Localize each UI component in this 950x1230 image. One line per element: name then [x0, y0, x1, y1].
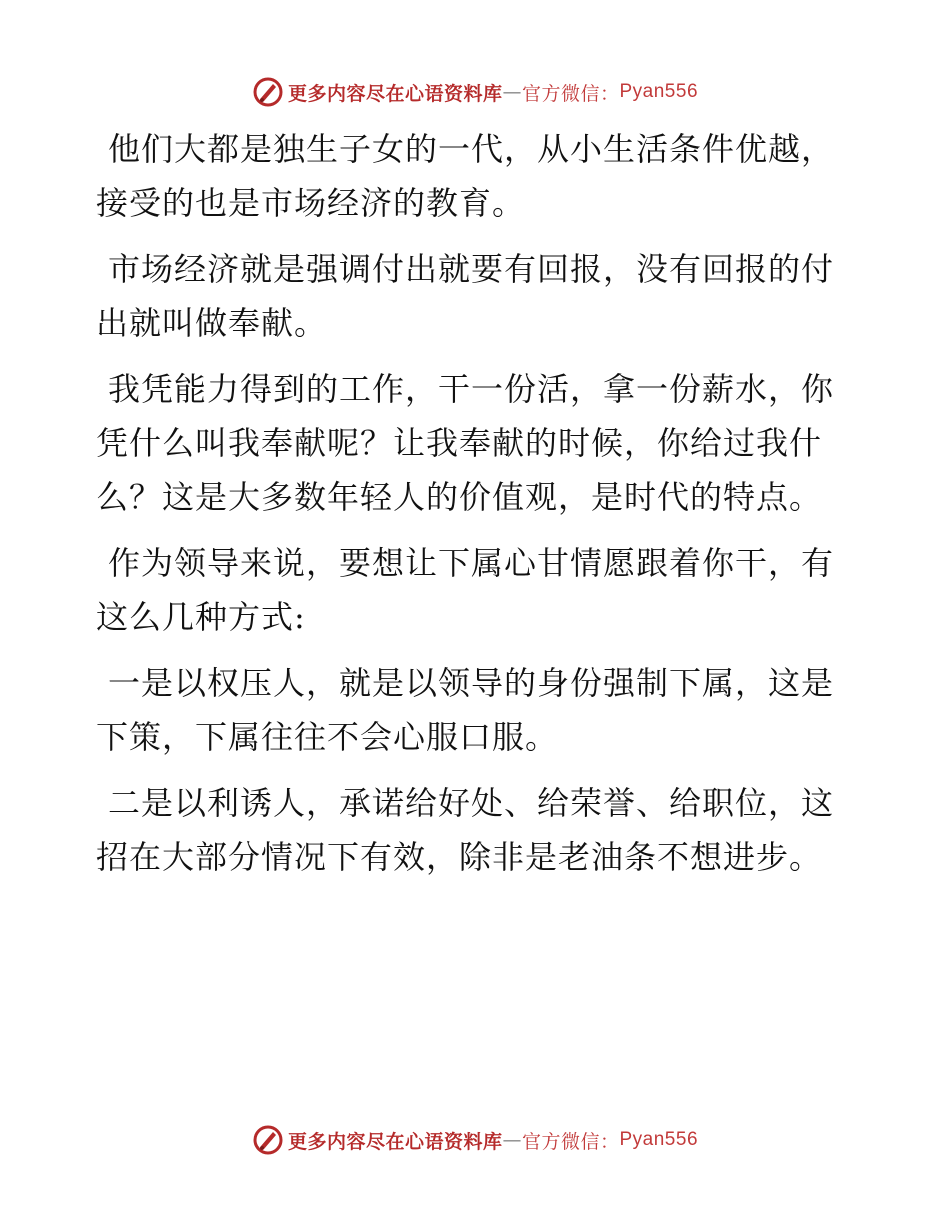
banner-dash: —: [502, 1129, 522, 1151]
paragraph: 他们大都是独生子女的一代，从小生活条件优越，接受的也是市场经济的教育。: [96, 130, 835, 222]
banner-wechat-label: 官方微信：: [521, 1130, 620, 1153]
banner-wechat-id: Pyan556: [619, 81, 699, 102]
header-banner: [0, 72, 950, 112]
banner-main-text: 更多内容尽在心语资料库: [287, 82, 503, 105]
footer-banner: [0, 1120, 950, 1160]
banner-dash: —: [502, 81, 522, 103]
banner-wechat-label: 官方微信：: [521, 82, 620, 105]
paragraph: 二是以利诱人，承诺给好处、给荣誉、给职位，这招在大部分情况下有效，除非是老油条不想进步。: [96, 784, 835, 876]
document-body: [96, 122, 856, 896]
banner-wechat-id: Pyan556: [619, 1129, 699, 1150]
banner-main-text: 更多内容尽在心语资料库: [287, 1130, 503, 1153]
paragraph: 一是以权压人，就是以领导的身份强制下属，这是下策，下属往往不会心服口服。: [96, 664, 835, 756]
paragraph: 作为领导来说，要想让下属心甘情愿跟着你干，有这么几种方式:: [96, 544, 835, 636]
logo-icon: [252, 1124, 284, 1156]
paragraph: 我凭能力得到的工作，干一份活，拿一份薪水，你凭什么叫我奉献呢？让我奉献的时候，你给过我什么？这是大多数年轻人的价值观，是时代的特点。: [96, 370, 835, 516]
logo-icon: [252, 76, 284, 108]
paragraph: 市场经济就是强调付出就要有回报，没有回报的付出就叫做奉献。: [96, 250, 835, 342]
